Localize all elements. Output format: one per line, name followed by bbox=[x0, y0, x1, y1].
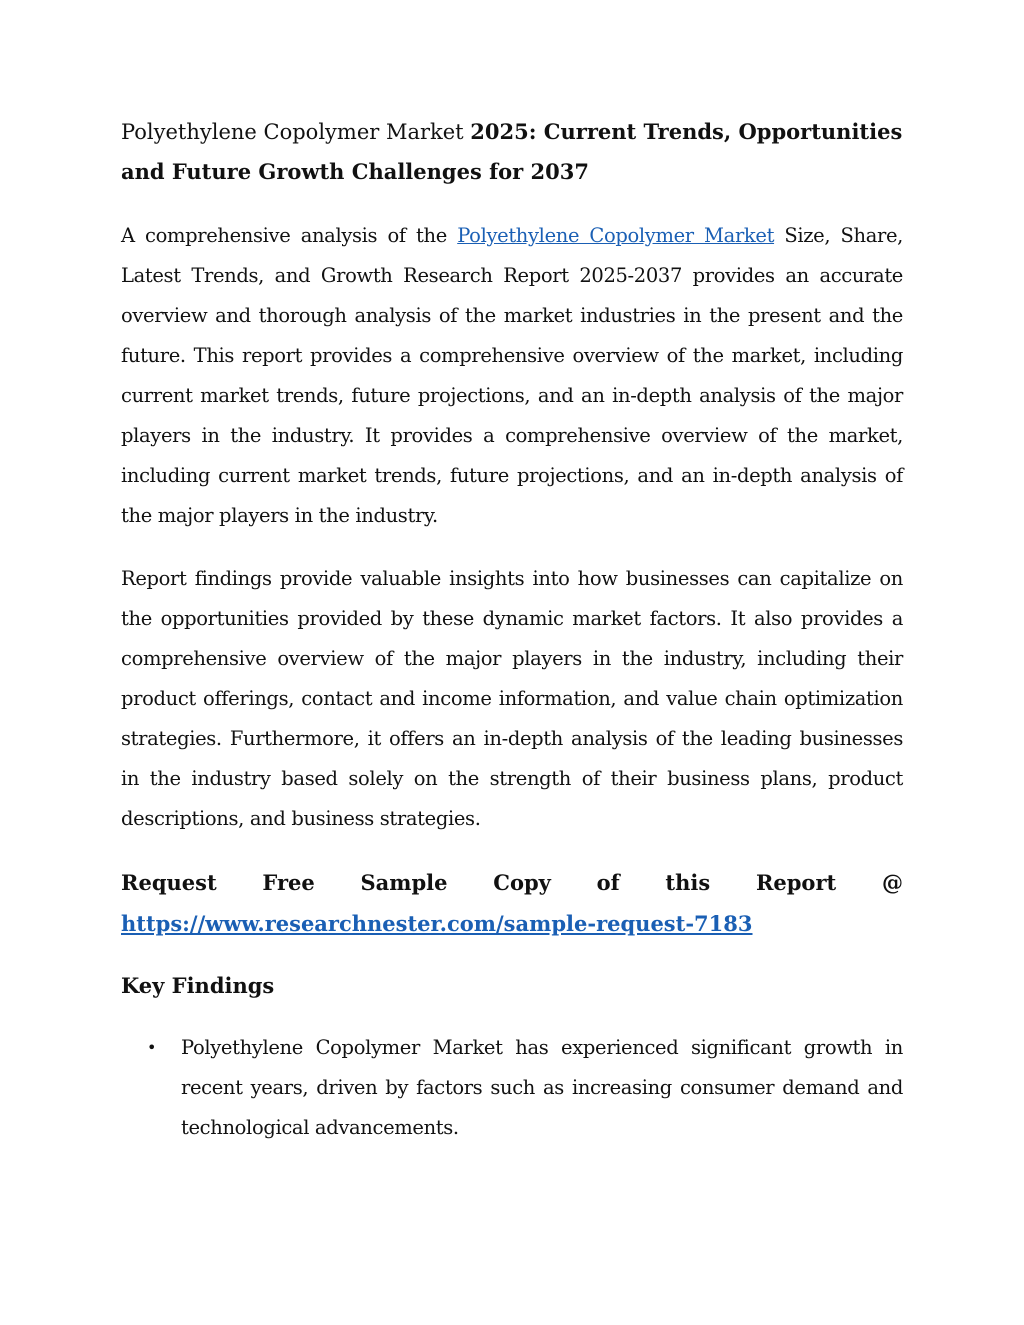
title-regular: Polyethylene Copolymer Market bbox=[121, 120, 471, 144]
list-item-text: Polyethylene Copolymer Market has experienced significant growth in recent years, driven by factors such as increasing consumer demand and technological advancements. bbox=[181, 1036, 903, 1139]
findings-paragraph: Report findings provide valuable insights into how businesses can capitalize on the opportunities provided by these dynamic market factors. It also provides a comprehensive overview of the major players in the industry, including their product offerings, contact and income information, and value chain optimization strategies. Furthermore, it offers an in-depth analysis of the leading businesses in the industry based solely on the strength of their business plans, product descriptions, and business strategies. bbox=[121, 567, 903, 830]
key-findings-list bbox=[121, 1028, 903, 1148]
request-word: Free bbox=[262, 870, 315, 895]
sample-request-block bbox=[121, 862, 903, 944]
document-title bbox=[121, 112, 903, 192]
request-word: this bbox=[665, 870, 711, 895]
request-word: of bbox=[596, 870, 620, 895]
request-word: Request bbox=[121, 870, 217, 895]
request-word: @ bbox=[881, 870, 903, 895]
sample-request-link[interactable]: https://www.researchnester.com/sample-request-7183 bbox=[121, 911, 753, 936]
request-word: Copy bbox=[493, 870, 551, 895]
key-findings-heading: Key Findings bbox=[121, 973, 275, 998]
market-link[interactable]: Polyethylene Copolymer Market bbox=[457, 224, 775, 247]
list-item bbox=[121, 1028, 903, 1148]
request-word: Report bbox=[755, 870, 837, 895]
request-word: Sample bbox=[360, 870, 448, 895]
title-bold: 2025: Current Trends, Opportunities and Future Growth Challenges for 2037 bbox=[121, 119, 903, 184]
sample-request-label bbox=[121, 862, 903, 903]
document-page bbox=[121, 112, 903, 1148]
intro-text-after-link: Size, Share, Latest Trends, and Growth Research Report 2025-2037 provides an accurate overview and thorough analysis of the market industries in the present and the future. This report provides a comprehensive overview of the market, including current market trends, future projections, and an in-depth analysis of the major players in the industry. It provides a comprehensive overview of the market, including current market trends, future projections, and an in-depth analysis of the major players in the industry. bbox=[121, 224, 903, 527]
intro-text-before-link: A comprehensive analysis of the bbox=[121, 224, 458, 247]
intro-paragraph bbox=[121, 216, 903, 536]
bullet-icon: • bbox=[147, 1038, 157, 1057]
